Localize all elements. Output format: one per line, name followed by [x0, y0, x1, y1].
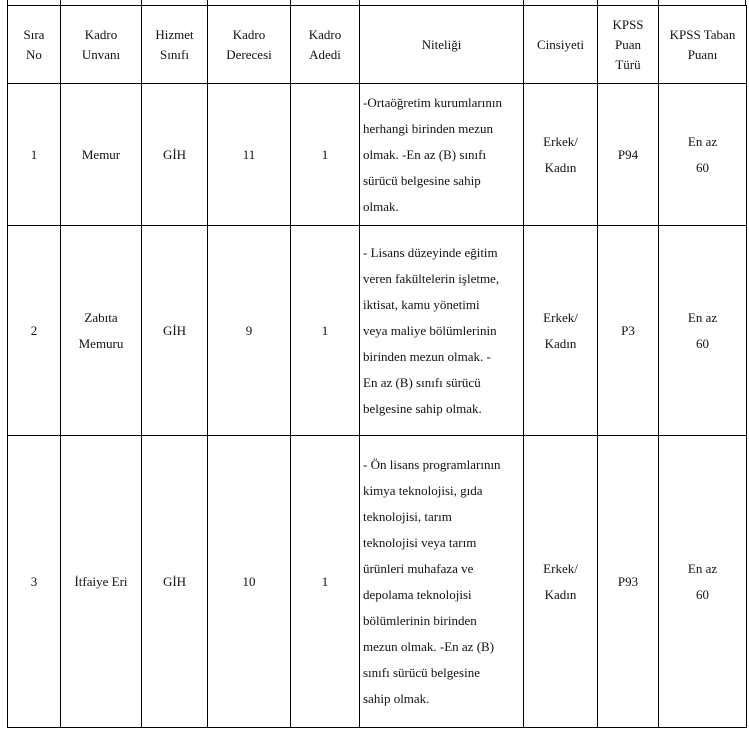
cell-kadro-adedi: 1 — [291, 84, 360, 226]
cell-niteligi: - Lisans düzeyinde eğitim veren fakültelerin işletme, iktisat, kamu yönetimi veya maliye bölümlerinin birinden mezun olmak. - En az (B) sınıfı sürücü belgesine sahip olmak. — [360, 226, 524, 436]
header-row — [8, 6, 747, 84]
cell-hizmet-sinifi: GİH — [142, 436, 208, 728]
cell-kadro-derecesi: 11 — [208, 84, 291, 226]
cell-cinsiyeti: Erkek/ Kadın — [524, 84, 598, 226]
cell-kadro-adedi: 1 — [291, 226, 360, 436]
cell-kpss-taban-puani: En az 60 — [659, 436, 747, 728]
table-row — [8, 226, 747, 436]
cell-kpss-puan-turu: P93 — [598, 436, 659, 728]
header-kpss-puan-turu: KPSS Puan Türü — [598, 6, 659, 84]
cell-sira-no: 3 — [8, 436, 61, 728]
header-sira-no: Sıra No — [8, 6, 61, 84]
header-cinsiyeti: Cinsiyeti — [524, 6, 598, 84]
kadro-table — [7, 5, 747, 728]
header-hizmet-sinifi: Hizmet Sınıfı — [142, 6, 208, 84]
cell-kadro-adedi: 1 — [291, 436, 360, 728]
cell-kadro-derecesi: 9 — [208, 226, 291, 436]
cell-kadro-derecesi: 10 — [208, 436, 291, 728]
cell-kadro-unvani: Memur — [61, 84, 142, 226]
cell-kpss-taban-puani: En az 60 — [659, 226, 747, 436]
header-kadro-unvani: Kadro Unvanı — [61, 6, 142, 84]
cell-niteligi: -Ortaöğretim kurumlarının herhangi birinden mezun olmak. -En az (B) sınıfı sürücü belgesine sahip olmak. — [360, 84, 524, 226]
cell-hizmet-sinifi: GİH — [142, 84, 208, 226]
cell-sira-no: 1 — [8, 84, 61, 226]
cell-kpss-puan-turu: P3 — [598, 226, 659, 436]
cell-kpss-taban-puani: En az 60 — [659, 84, 747, 226]
table-row — [8, 84, 747, 226]
header-kadro-adedi: Kadro Adedi — [291, 6, 360, 84]
cell-sira-no: 2 — [8, 226, 61, 436]
header-kpss-taban-puani: KPSS Taban Puanı — [659, 6, 747, 84]
cell-kadro-unvani: Zabıta Memuru — [61, 226, 142, 436]
cell-cinsiyeti: Erkek/ Kadın — [524, 436, 598, 728]
header-kadro-derecesi: Kadro Derecesi — [208, 6, 291, 84]
header-niteligi: Niteliği — [360, 6, 524, 84]
cell-hizmet-sinifi: GİH — [142, 226, 208, 436]
cell-cinsiyeti: Erkek/ Kadın — [524, 226, 598, 436]
table-row — [8, 436, 747, 728]
cell-kpss-puan-turu: P94 — [598, 84, 659, 226]
cell-kadro-unvani: İtfaiye Eri — [61, 436, 142, 728]
cell-niteligi: - Ön lisans programlarının kimya teknolojisi, gıda teknolojisi, tarım teknolojisi veya tarım ürünleri muhafaza ve depolama teknolojisi bölümlerinin birinden mezun olmak. -En az (B) sınıfı sürücü belgesine sahip olmak. — [360, 436, 524, 728]
